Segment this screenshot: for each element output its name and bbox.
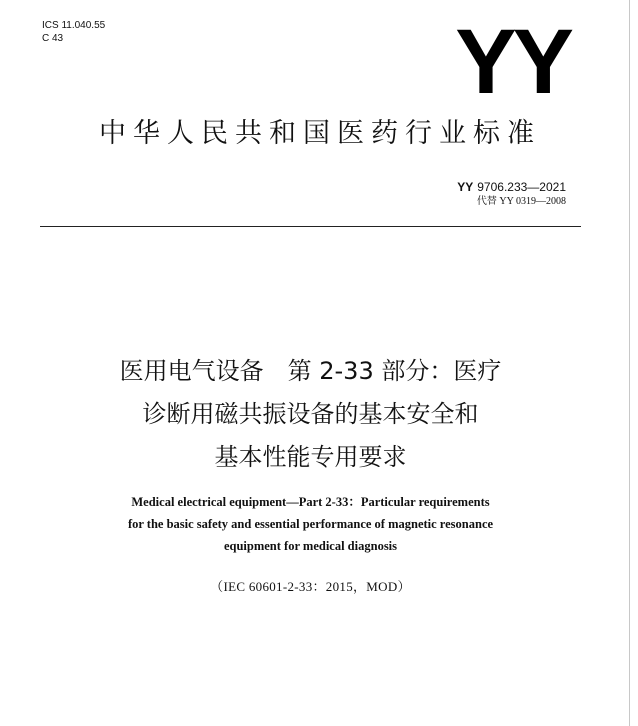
english-title xyxy=(40,491,581,557)
english-title-line: equipment for medical diagnosis xyxy=(223,539,398,553)
chinese-title-line: 诊断用磁共振设备的基本安全和 xyxy=(142,400,479,428)
adoption-note: （IEC 60601-2-33：2015，MOD） xyxy=(210,579,411,594)
ccs-code: C 43 xyxy=(42,33,64,44)
standard-number-prefix: YY xyxy=(457,180,474,194)
standard-type-heading: 中华人民共和国医药行业标准 xyxy=(99,118,541,149)
english-title-line: for the basic safety and essential performance of magnetic resonance xyxy=(127,517,494,531)
replaces-note: 代替 YY 0319—2008 xyxy=(476,196,566,207)
standard-number xyxy=(457,180,566,194)
standard-logo: YY xyxy=(455,11,570,113)
chinese-title-line: 医用电气设备 第 2-33 部分：医疗 xyxy=(119,357,502,385)
header-divider xyxy=(40,226,581,227)
standard-number-value: 9706.233—2021 xyxy=(477,180,566,194)
chinese-title xyxy=(40,350,581,479)
english-title-line: Medical electrical equipment—Part 2-33：Particular requirements xyxy=(131,495,490,509)
ics-code: ICS 11.040.55 xyxy=(42,20,106,31)
page-edge-line xyxy=(629,0,630,726)
chinese-title-line: 基本性能专用要求 xyxy=(214,443,407,471)
